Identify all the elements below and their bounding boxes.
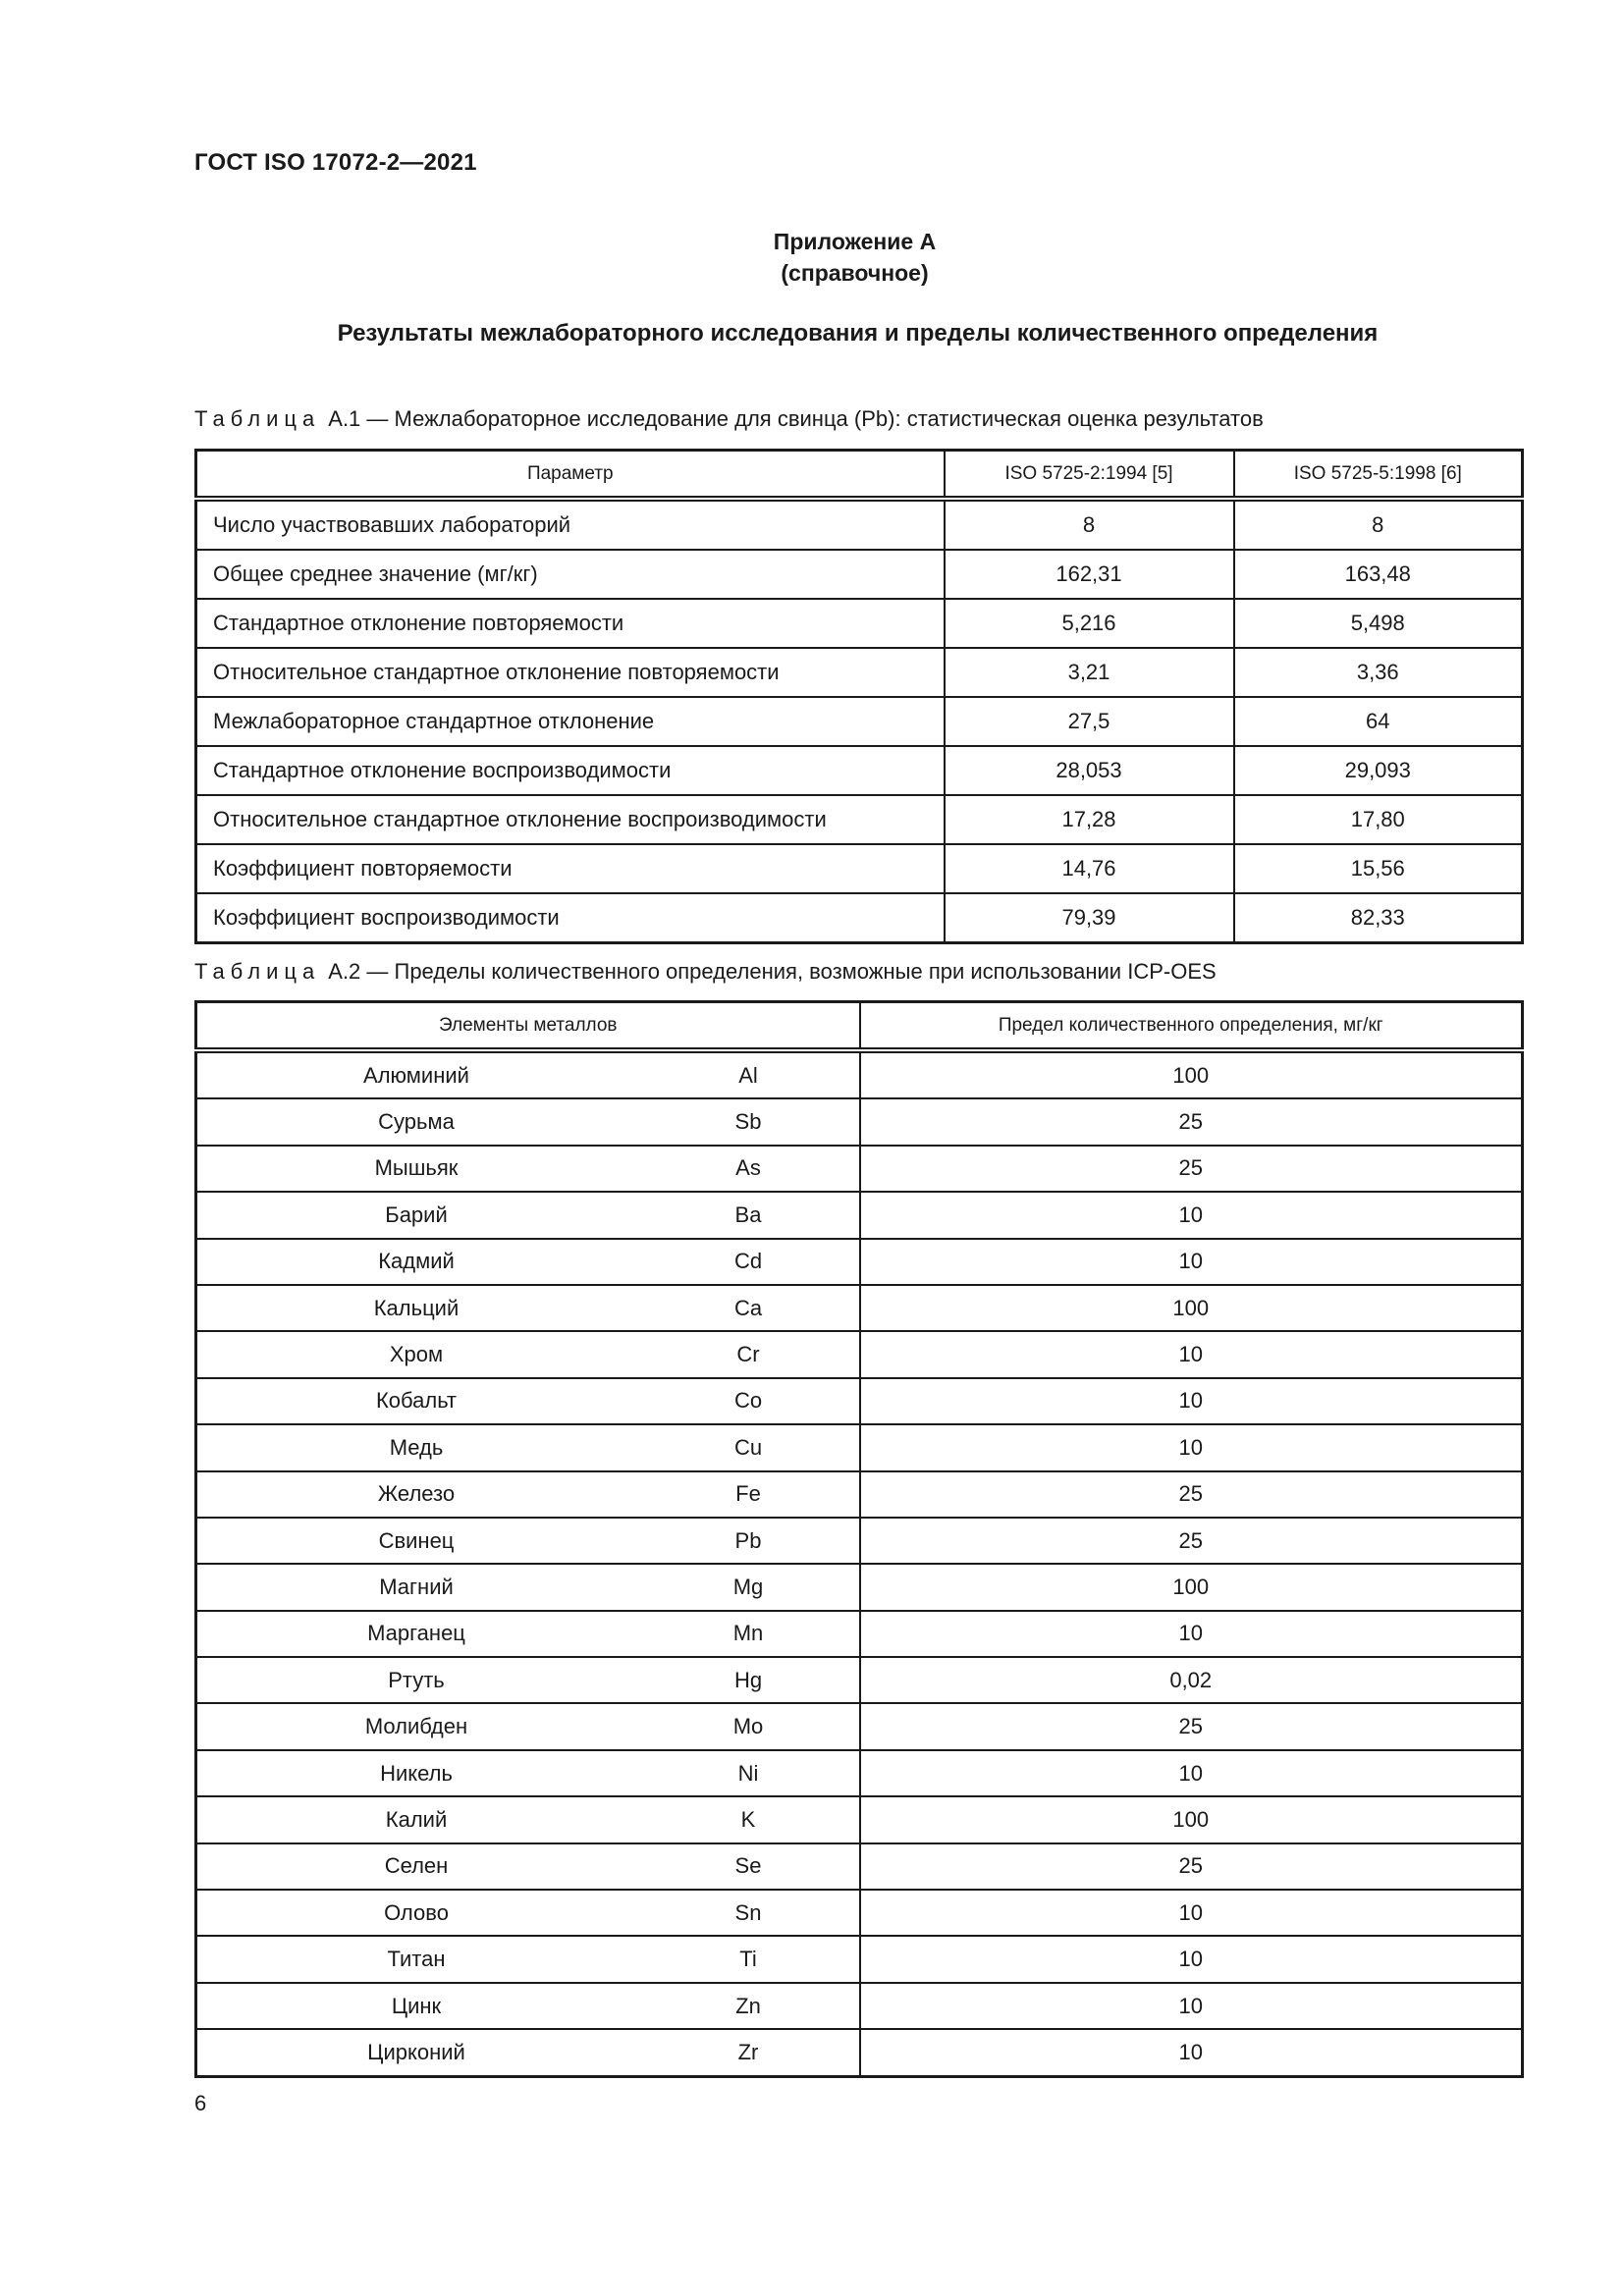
iso-5725-5-value: 15,56 bbox=[1234, 844, 1523, 893]
table-row bbox=[196, 499, 1523, 550]
table-a1-header-parameter: Параметр bbox=[196, 451, 945, 500]
iso-5725-2-value: 5,216 bbox=[945, 599, 1234, 648]
iso-5725-2-value: 162,31 bbox=[945, 550, 1234, 599]
annex-title: Приложение А bbox=[773, 229, 937, 254]
element-symbol: Co bbox=[733, 1388, 763, 1414]
table-row bbox=[196, 1843, 1523, 1890]
table-a1-caption-text: А.1 — Межлабораторное исследование для свинца (Pb): статистическая оценка результатов bbox=[328, 406, 1264, 431]
iso-5725-2-value: 79,39 bbox=[945, 893, 1234, 943]
quantification-limit-value: 10 bbox=[860, 1611, 1523, 1657]
quantification-limit-value: 10 bbox=[860, 1750, 1523, 1796]
table-row bbox=[196, 1703, 1523, 1749]
page-number: 6 bbox=[194, 2091, 207, 2115]
iso-5725-5-value: 163,48 bbox=[1234, 550, 1523, 599]
iso-5725-5-value: 29,093 bbox=[1234, 746, 1523, 795]
iso-5725-5-value: 82,33 bbox=[1234, 893, 1523, 943]
quantification-limit-value: 100 bbox=[860, 1285, 1523, 1331]
parameter-cell: Коэффициент повторяемости bbox=[196, 844, 945, 893]
table-a2-header-row bbox=[196, 1002, 1523, 1051]
quantification-limit-value: 25 bbox=[860, 1098, 1523, 1145]
quantification-limit-value: 100 bbox=[860, 1564, 1523, 1610]
table-a1-header-iso-5725-2: ISO 5725-2:1994 [5] bbox=[945, 451, 1234, 500]
element-cell bbox=[196, 1890, 860, 1936]
table-a1-caption-prefix: Таблица bbox=[194, 406, 321, 431]
element-symbol: Ti bbox=[739, 1947, 757, 1972]
table-row bbox=[196, 2029, 1523, 2076]
parameter-cell: Межлабораторное стандартное отклонение bbox=[196, 697, 945, 746]
table-row bbox=[196, 1378, 1523, 1424]
element-cell bbox=[196, 1050, 860, 1098]
element-name: Кадмий bbox=[378, 1249, 455, 1274]
element-symbol: Zr bbox=[737, 2039, 759, 2064]
parameter-cell: Общее среднее значение (мг/кг) bbox=[196, 550, 945, 599]
element-cell bbox=[196, 1564, 860, 1610]
table-a2-caption bbox=[194, 959, 1217, 985]
element-cell bbox=[196, 1378, 860, 1424]
table-row bbox=[196, 697, 1523, 746]
element-cell bbox=[196, 1796, 860, 1842]
table-a2-caption-text: А.2 — Пределы количественного определения, возможные при использовании ICP-OES bbox=[328, 959, 1217, 984]
iso-5725-5-value: 3,36 bbox=[1234, 648, 1523, 697]
quantification-limit-value: 10 bbox=[860, 1983, 1523, 2029]
table-row bbox=[196, 1983, 1523, 2029]
element-cell bbox=[196, 1285, 860, 1331]
table-row bbox=[196, 1424, 1523, 1470]
table-row bbox=[196, 1098, 1523, 1145]
element-cell bbox=[196, 1936, 860, 1982]
element-name: Медь bbox=[389, 1434, 444, 1460]
table-a2-header-elements: Элементы металлов bbox=[196, 1002, 860, 1051]
element-symbol: Cd bbox=[733, 1249, 763, 1274]
table-row bbox=[196, 844, 1523, 893]
table-row bbox=[196, 1796, 1523, 1842]
table-row bbox=[196, 648, 1523, 697]
quantification-limit-value: 100 bbox=[860, 1050, 1523, 1098]
element-symbol: Ni bbox=[737, 1760, 759, 1786]
element-name: Железо bbox=[377, 1481, 456, 1507]
quantification-limit-value: 10 bbox=[860, 2029, 1523, 2076]
quantification-limit-value: 0,02 bbox=[860, 1657, 1523, 1703]
iso-5725-2-value: 3,21 bbox=[945, 648, 1234, 697]
element-symbol: Mo bbox=[732, 1714, 764, 1739]
element-symbol: Ca bbox=[733, 1295, 763, 1320]
iso-5725-2-value: 17,28 bbox=[945, 795, 1234, 844]
table-a1-caption bbox=[194, 406, 1264, 432]
document-code: ГОСТ ISO 17072-2—2021 bbox=[194, 149, 477, 176]
quantification-limit-value: 10 bbox=[860, 1890, 1523, 1936]
element-symbol: Mn bbox=[732, 1621, 764, 1646]
element-symbol: Sn bbox=[734, 1899, 762, 1925]
table-row bbox=[196, 1239, 1523, 1285]
table-row bbox=[196, 550, 1523, 599]
quantification-limit-value: 25 bbox=[860, 1518, 1523, 1564]
iso-5725-5-value: 17,80 bbox=[1234, 795, 1523, 844]
annex-status: (справочное) bbox=[781, 260, 929, 286]
table-a2-header-limit: Предел количественного определения, мг/кг bbox=[860, 1002, 1523, 1051]
iso-5725-5-value: 5,498 bbox=[1234, 599, 1523, 648]
element-cell bbox=[196, 1611, 860, 1657]
table-row bbox=[196, 1611, 1523, 1657]
element-name: Марганец bbox=[367, 1621, 465, 1646]
table-row bbox=[196, 599, 1523, 648]
table-row bbox=[196, 1750, 1523, 1796]
section-title: Результаты межлабораторного исследования и пределы количественного определения bbox=[337, 320, 1379, 347]
table-row bbox=[196, 1331, 1523, 1377]
iso-5725-2-value: 28,053 bbox=[945, 746, 1234, 795]
element-cell bbox=[196, 1192, 860, 1238]
iso-5725-5-value: 8 bbox=[1234, 499, 1523, 550]
element-cell bbox=[196, 1518, 860, 1564]
element-symbol: Sb bbox=[734, 1109, 762, 1135]
table-a2 bbox=[194, 1000, 1524, 2078]
element-cell bbox=[196, 1098, 860, 1145]
element-cell bbox=[196, 1657, 860, 1703]
element-name: Мышьяк bbox=[374, 1155, 459, 1181]
element-symbol: Cu bbox=[733, 1434, 763, 1460]
element-name: Хром bbox=[389, 1342, 444, 1367]
quantification-limit-value: 10 bbox=[860, 1192, 1523, 1238]
element-name: Ртуть bbox=[388, 1667, 445, 1692]
element-name: Олово bbox=[384, 1899, 449, 1925]
table-row bbox=[196, 1564, 1523, 1610]
parameter-cell: Стандартное отклонение воспроизводимости bbox=[196, 746, 945, 795]
annex-heading bbox=[0, 226, 1624, 289]
element-name: Титан bbox=[387, 1947, 446, 1972]
quantification-limit-value: 10 bbox=[860, 1424, 1523, 1470]
table-row bbox=[196, 1890, 1523, 1936]
quantification-limit-value: 10 bbox=[860, 1936, 1523, 1982]
iso-5725-2-value: 14,76 bbox=[945, 844, 1234, 893]
quantification-limit-value: 100 bbox=[860, 1796, 1523, 1842]
element-cell bbox=[196, 1146, 860, 1192]
element-cell bbox=[196, 1331, 860, 1377]
element-cell bbox=[196, 2029, 860, 2076]
element-name: Никель bbox=[380, 1760, 453, 1786]
table-row bbox=[196, 893, 1523, 943]
element-cell bbox=[196, 1239, 860, 1285]
table-row bbox=[196, 1936, 1523, 1982]
element-name: Сурьма bbox=[378, 1109, 455, 1135]
table-row bbox=[196, 1146, 1523, 1192]
parameter-cell: Относительное стандартное отклонение повторяемости bbox=[196, 648, 945, 697]
table-row bbox=[196, 1471, 1523, 1518]
quantification-limit-value: 25 bbox=[860, 1471, 1523, 1518]
parameter-cell: Коэффициент воспроизводимости bbox=[196, 893, 945, 943]
element-symbol: Al bbox=[738, 1062, 758, 1088]
element-cell bbox=[196, 1843, 860, 1890]
table-a1-header-iso-5725-5: ISO 5725-5:1998 [6] bbox=[1234, 451, 1523, 500]
element-name: Цирконий bbox=[367, 2039, 465, 2064]
element-cell bbox=[196, 1983, 860, 2029]
table-a2-caption-prefix: Таблица bbox=[194, 959, 321, 984]
parameter-cell: Стандартное отклонение повторяемости bbox=[196, 599, 945, 648]
quantification-limit-value: 10 bbox=[860, 1378, 1523, 1424]
element-symbol: As bbox=[735, 1155, 761, 1181]
quantification-limit-value: 25 bbox=[860, 1843, 1523, 1890]
table-a1 bbox=[194, 449, 1524, 944]
element-symbol: Mg bbox=[732, 1574, 764, 1599]
table-row bbox=[196, 746, 1523, 795]
iso-5725-5-value: 64 bbox=[1234, 697, 1523, 746]
table-row bbox=[196, 795, 1523, 844]
element-symbol: K bbox=[740, 1806, 756, 1832]
element-name: Кальций bbox=[373, 1295, 460, 1320]
element-name: Калий bbox=[385, 1806, 448, 1832]
parameter-cell: Число участвовавших лабораторий bbox=[196, 499, 945, 550]
element-name: Селен bbox=[384, 1853, 449, 1879]
element-name: Барий bbox=[385, 1201, 448, 1227]
iso-5725-2-value: 27,5 bbox=[945, 697, 1234, 746]
element-cell bbox=[196, 1471, 860, 1518]
table-a1-header-row bbox=[196, 451, 1523, 500]
element-symbol: Pb bbox=[734, 1527, 762, 1553]
element-symbol: Cr bbox=[736, 1342, 760, 1367]
element-name: Цинк bbox=[391, 1993, 442, 2018]
element-name: Магний bbox=[379, 1574, 454, 1599]
quantification-limit-value: 10 bbox=[860, 1331, 1523, 1377]
element-name: Молибден bbox=[364, 1714, 468, 1739]
element-cell bbox=[196, 1750, 860, 1796]
table-row bbox=[196, 1050, 1523, 1098]
element-symbol: Se bbox=[734, 1853, 762, 1879]
element-name: Свинец bbox=[378, 1527, 455, 1553]
quantification-limit-value: 10 bbox=[860, 1239, 1523, 1285]
iso-5725-2-value: 8 bbox=[945, 499, 1234, 550]
quantification-limit-value: 25 bbox=[860, 1703, 1523, 1749]
element-cell bbox=[196, 1703, 860, 1749]
element-cell bbox=[196, 1424, 860, 1470]
element-symbol: Fe bbox=[735, 1481, 761, 1507]
parameter-cell: Относительное стандартное отклонение воспроизводимости bbox=[196, 795, 945, 844]
table-row bbox=[196, 1657, 1523, 1703]
element-symbol: Hg bbox=[733, 1667, 763, 1692]
table-row bbox=[196, 1285, 1523, 1331]
element-symbol: Ba bbox=[734, 1201, 762, 1227]
table-row bbox=[196, 1192, 1523, 1238]
element-name: Алюминий bbox=[363, 1062, 469, 1088]
quantification-limit-value: 25 bbox=[860, 1146, 1523, 1192]
element-name: Кобальт bbox=[375, 1388, 458, 1414]
table-row bbox=[196, 1518, 1523, 1564]
element-symbol: Zn bbox=[735, 1993, 761, 2018]
